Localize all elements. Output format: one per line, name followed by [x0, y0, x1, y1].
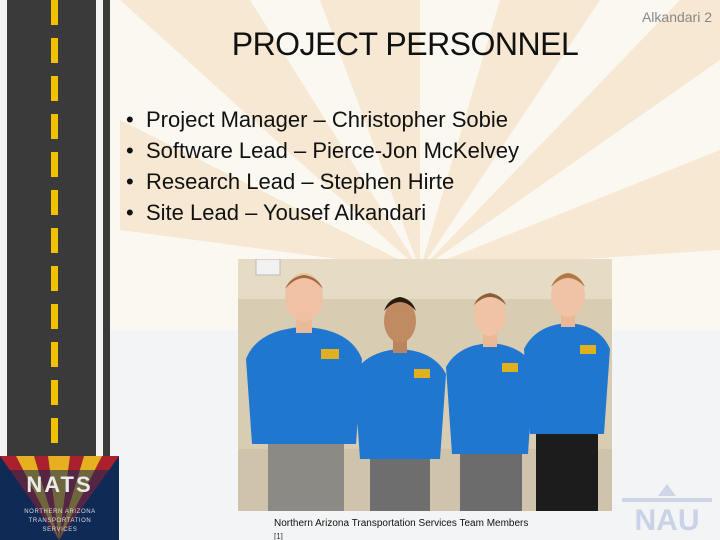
lane-marking	[51, 380, 58, 405]
lane-marking	[51, 228, 58, 253]
slide-title: PROJECT PERSONNEL	[231, 26, 579, 62]
lane-marking	[51, 38, 58, 63]
list-item	[126, 197, 519, 228]
nats-logo-subtitle-line: TRANSPORTATION SERVICES	[28, 518, 92, 533]
list-item	[126, 135, 519, 166]
lane-marking	[51, 0, 58, 25]
lane-marking	[51, 304, 58, 329]
lane-marking	[51, 266, 58, 291]
lane-marking	[51, 342, 58, 367]
bullet-glyph: •	[126, 200, 134, 225]
list-item-text: Research Lead – Stephen Hirte	[146, 169, 455, 194]
nats-logo-subtitle-line: NORTHERN ARIZONA	[24, 509, 96, 515]
lane-marking	[51, 418, 58, 443]
caption-reference: [1]	[274, 532, 283, 540]
slide-header-text: Alkandari 2	[641, 9, 712, 25]
team-photo	[238, 259, 612, 511]
personnel-list	[126, 104, 519, 228]
lane-marking	[51, 76, 58, 101]
lane-marking	[51, 152, 58, 177]
caption-text: Northern Arizona Transportation Services Team Members	[274, 518, 529, 529]
list-item	[126, 104, 519, 135]
nats-logo-text: NATS	[26, 472, 93, 497]
lane-marking	[51, 114, 58, 139]
list-item	[126, 166, 519, 197]
nau-logo-text: NAU	[634, 504, 700, 537]
lane-marking	[51, 190, 58, 215]
list-item-text: Software Lead – Pierce-Jon McKelvey	[146, 138, 519, 163]
nats-logo-subtitle	[10, 508, 110, 535]
bullet-glyph: •	[126, 107, 134, 132]
list-item-text: Project Manager – Christopher Sobie	[146, 107, 508, 132]
bullet-glyph: •	[126, 169, 134, 194]
team-photo-illustration	[238, 259, 612, 511]
nats-logo	[0, 456, 119, 540]
bullet-glyph: •	[126, 138, 134, 163]
nau-logo	[614, 484, 720, 540]
list-item-text: Site Lead – Yousef Alkandari	[146, 200, 427, 225]
